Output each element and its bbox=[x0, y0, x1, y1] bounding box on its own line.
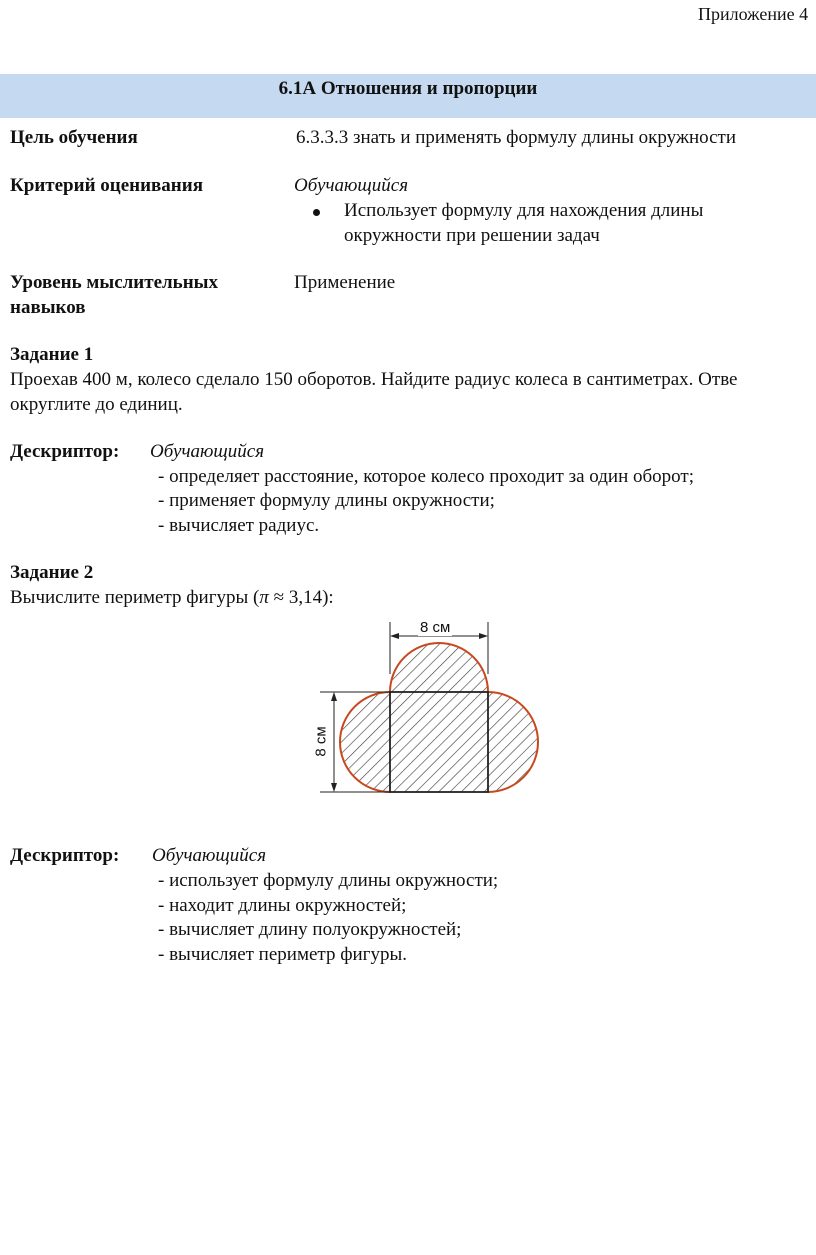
shape-fill bbox=[488, 692, 538, 792]
shape-fill bbox=[390, 643, 488, 692]
criterion-bullet-line1: Использует формулу для нахождения длины bbox=[344, 200, 704, 221]
task2-descriptor-item: - использует формулу длины окружности; bbox=[158, 870, 499, 891]
task2-text-suffix: ): bbox=[322, 587, 334, 608]
bullet-icon bbox=[313, 209, 320, 216]
thinking-label-line1: Уровень мыслительных bbox=[10, 272, 218, 293]
thinking-value: Применение bbox=[294, 272, 396, 293]
criterion-bullet-line2: окружности при решении задач bbox=[344, 225, 600, 246]
task1-descriptor-label: Дескриптор: bbox=[10, 441, 120, 462]
task1-text-line1: Проехав 400 м, колесо сделало 150 оборотов. Найдите радиус колеса в сантиметрах. Отве bbox=[10, 369, 738, 390]
goal-label: Цель обучения bbox=[10, 127, 138, 148]
page-title: 6.1А Отношения и пропорции bbox=[278, 78, 538, 99]
task1-descriptor-subject: Обучающийся bbox=[150, 441, 265, 462]
task2-descriptor-item: - вычисляет периметр фигуры. bbox=[158, 944, 407, 965]
criterion-label: Критерий оценивания bbox=[10, 175, 203, 196]
shape-fill bbox=[340, 692, 390, 792]
task1-descriptor-item: - определяет расстояние, которое колесо проходит за один оборот; bbox=[158, 466, 695, 487]
pi-value: 3,14 bbox=[288, 587, 323, 608]
task2-text bbox=[10, 587, 334, 609]
pi-symbol: π bbox=[259, 587, 269, 608]
task2-descriptor-label: Дескриптор: bbox=[10, 845, 120, 866]
task2-descriptor-item: - находит длины окружностей; bbox=[158, 895, 407, 916]
task2-text-prefix: Вычислите периметр фигуры ( bbox=[10, 587, 260, 608]
goal-value: 6.3.3.3 знать и применять формулу длины окружности bbox=[296, 127, 737, 148]
task1-text-line2: округлите до единиц. bbox=[10, 394, 183, 415]
task1-descriptor-item: - применяет формулу длины окружности; bbox=[158, 490, 495, 511]
task2-title: Задание 2 bbox=[10, 562, 94, 583]
appendix-label: Приложение 4 bbox=[698, 4, 809, 24]
figure-top-label: 8 см bbox=[420, 619, 451, 636]
figure-side-label: 8 см bbox=[312, 726, 330, 757]
task2-descriptor-item: - вычисляет длину полуокружностей; bbox=[158, 919, 462, 940]
criterion-subject: Обучающийся bbox=[294, 175, 409, 196]
approx-symbol: ≈ bbox=[273, 587, 285, 608]
shape-figure bbox=[290, 612, 560, 812]
task1-descriptor-item: - вычисляет радиус. bbox=[158, 515, 320, 536]
task2-descriptor-subject: Обучающийся bbox=[152, 845, 267, 866]
thinking-label-line2: навыков bbox=[10, 297, 86, 318]
shape-fill bbox=[390, 692, 488, 792]
task1-title: Задание 1 bbox=[10, 344, 94, 365]
